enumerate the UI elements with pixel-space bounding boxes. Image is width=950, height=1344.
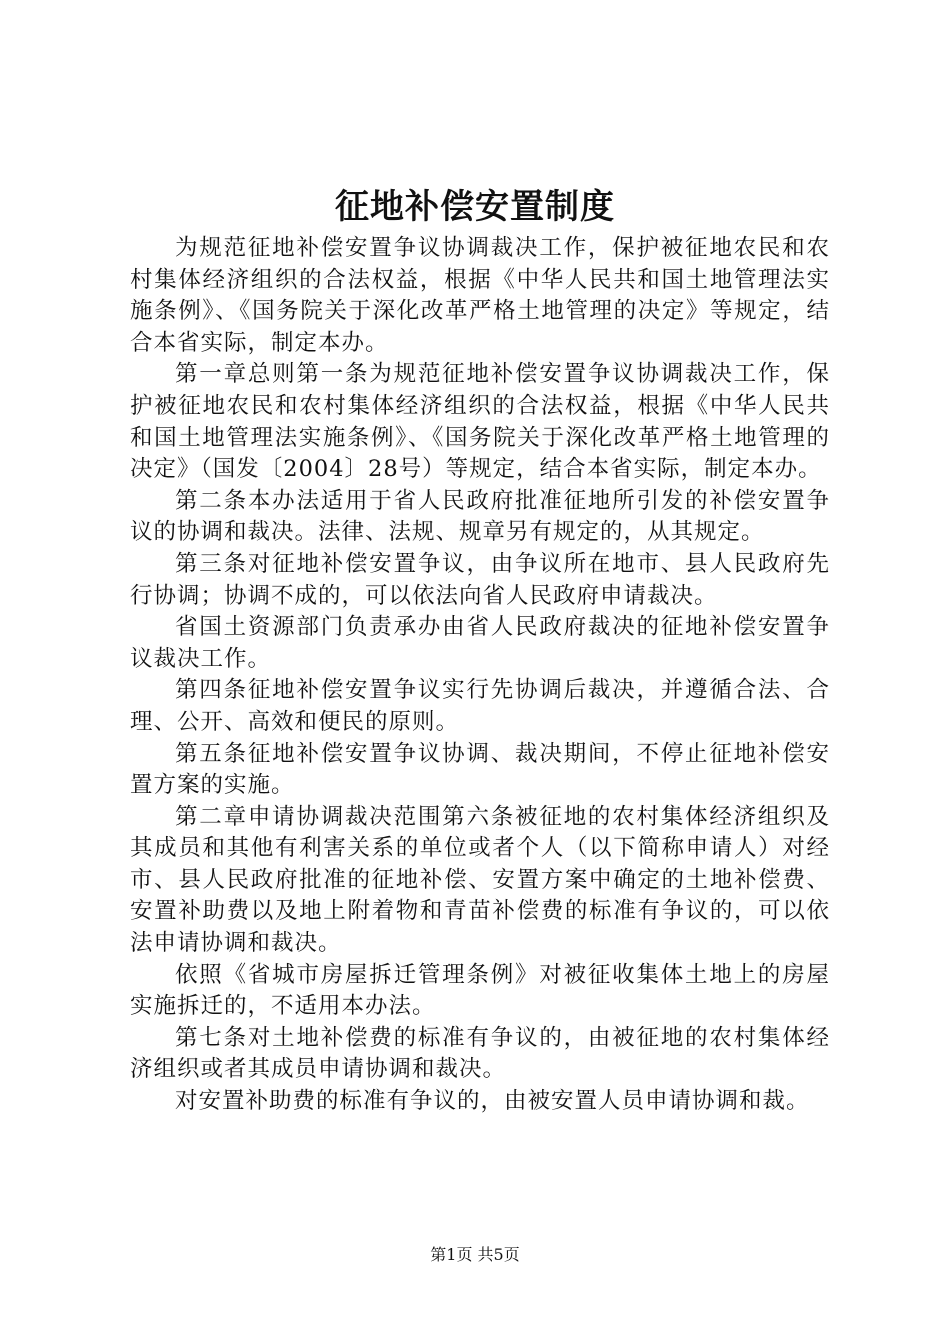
paragraph: 对安置补助费的标准有争议的，由被安置人员申请协调和裁。 [175, 1088, 810, 1115]
paragraph: 第四条征地补偿安置争议实行先协调后裁决，并遵循合法、合理、公开、高效和便民的原则。 [130, 677, 830, 735]
paragraph: 依照《省城市房屋拆迁管理条例》对被征收集体土地上的房屋实施拆迁的，不适用本办法。 [130, 961, 830, 1020]
paragraph: 第二章申请协调裁决范围第六条被征地的农村集体经济组织及其成员和其他有利害关系的单位或者个人（以下简称申请人）对经市、县人民政府批准的征地补偿、安置方案中确定的土地补偿费、安置补助费以及地上附着物和青苗补偿费的标准有争议的，可以依法申请协调和裁决。 [130, 803, 830, 957]
paragraph: 第一章总则第一条为规范征地补偿安置争议协调裁决工作，保护被征地农民和农村集体经济组织的合法权益，根据《中华人民共和国土地管理法实施条例》、《国务院关于深化改革严格土地管理的决定》（国发〔2004〕28号）等规定，结合本省实际，制定本办。 [130, 361, 830, 483]
paragraph: 第七条对土地补偿费的标准有争议的，由被征地的农村集体经济组织或者其成员申请协调和裁决。 [130, 1024, 830, 1083]
document-body [130, 233, 830, 1118]
paragraph: 第五条征地补偿安置争议协调、裁决期间，不停止征地补偿安置方案的实施。 [130, 740, 830, 799]
page-title: 征地补偿安置制度 [335, 187, 615, 227]
paragraph: 第二条本办法适用于省人民政府批准征地所引发的补偿安置争议的协调和裁决。法律、法规、规章另有规定的，从其规定。 [130, 487, 830, 546]
page-number-footer: 第1页 共5页 [430, 1245, 520, 1264]
paragraph: 为规范征地补偿安置争议协调裁决工作，保护被征地农民和农村集体经济组织的合法权益，根据《中华人民共和国土地管理法实施条例》、《国务院关于深化改革严格土地管理的决定》等规定，结合本省实际，制定本办。 [130, 235, 830, 356]
paragraph: 第三条对征地补偿安置争议，由争议所在地市、县人民政府先行协调；协调不成的，可以依法向省人民政府申请裁决。 [130, 550, 830, 609]
paragraph: 省国土资源部门负责承办由省人民政府裁决的征地补偿安置争议裁决工作。 [130, 614, 830, 672]
